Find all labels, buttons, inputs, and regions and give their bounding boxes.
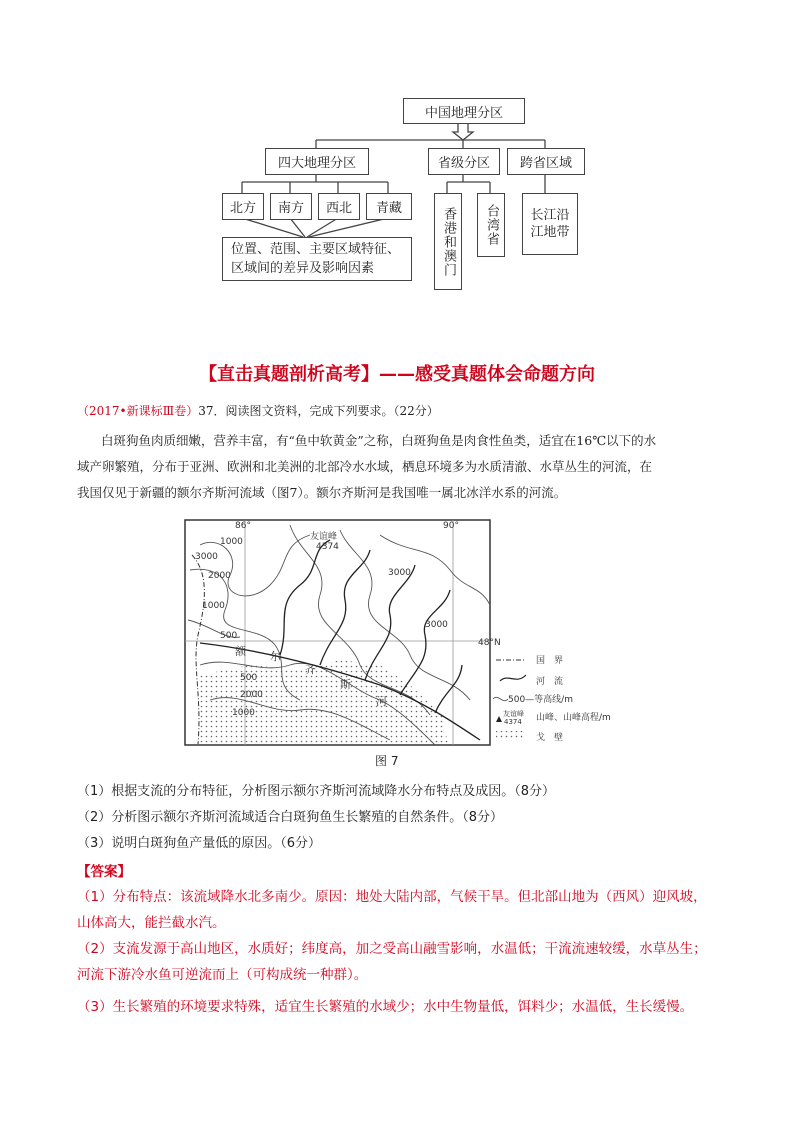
contour-label: 2000 [240,690,263,700]
diagram-root-box: 中国地理分区 [403,98,525,124]
yangtze-belt-label: 长江沿江地带 [530,208,570,240]
section-heading: 【直击真题剖析高考】——感受真题体会命题方向 [199,364,595,385]
answer-label: 【答案】 [77,864,131,880]
cross-province-box: 跨省区域 [507,148,585,175]
contour-label: 3000 [425,620,448,630]
river-char: 齐 [305,663,316,676]
taiwan-box [477,193,505,257]
contour-label: 500 [240,673,258,683]
question-item-1: （1）根据支流的分布特征，分析图示额尔齐斯河流域降水分布特点及成因。（8分） [77,784,556,799]
question-para-2: 域产卵繁殖，分布于亚洲、欧洲和北美洲的北部冷水水域，栖息环境多为水质清澈、水草丛生的河流，在 [77,459,653,474]
contour-label: 3000 [388,568,411,578]
contour-label: 500 [220,631,238,641]
river-char: 额 [235,645,246,658]
peak-name: 友谊峰 [310,532,338,542]
answer-line-3: （2）支流发源于高山地区，水质好；纬度高，加之受高山融雪影响，水温低；干流流速较缓，水草丛生； [77,941,707,957]
question-para-3: 我国仅见于新疆的额尔齐斯河流域（图7）。额尔齐斯河是我国唯一属北冰洋水系的河流。 [77,485,567,500]
question-header [77,402,439,419]
question-source: （2017•新课标Ⅲ卷） [77,404,199,418]
region-tibet-box: 青藏 [366,193,412,220]
legend-peak-height: 4374 [504,718,522,726]
question-item-2: （2）分析图示额尔齐斯河流域适合白斑狗鱼生长繁殖的自然条件。（8分） [77,810,504,825]
river-basin-map [180,515,630,750]
legend-river: 河 流 [536,677,564,687]
legend-gobi: 戈 壁 [536,733,564,743]
answer-line-4: 河流下游冷水鱼可逆流而上（可构成统一种群）。 [77,967,368,983]
contour-label: 3000 [195,552,218,562]
map-legend [493,655,611,743]
factors-box [222,237,412,281]
question-intro: 37．阅读图文资料，完成下列要求。（22分） [198,404,439,418]
region-south-box: 南方 [270,193,312,220]
question-para-1: 白斑狗鱼肉质细嫩，营养丰富，有“鱼中软黄金”之称，白斑狗鱼是肉食性鱼类，适宜在16℃以下的水 [101,433,657,448]
lat-label: 48°N [478,638,501,648]
legend-peak: 山峰、山峰高程/m [536,713,611,723]
legend-peak-name: 友谊峰 [503,710,524,718]
answer-line-1: （1）分布特点：该流域降水北多南少。原因：地处大陆内部，气候干旱。但北部山地为（西风）迎风坡， [77,889,707,905]
lon-label-90: 90° [443,521,459,531]
contour-label: 1000 [232,708,255,718]
contour-label: 1000 [220,537,243,547]
answer-line-5: （3）生长繁殖的环境要求特殊，适宜生长繁殖的水域少；水中生物量低，饵料少；水温低，生长缓慢。 [77,999,694,1015]
region-north-box: 北方 [222,193,264,220]
contour-label: 2000 [208,571,231,581]
taiwan-label: 台湾省 [484,204,499,246]
river-char: 斯 [340,678,351,691]
river-char: 河 [376,695,387,708]
hongkong-macao-label: 香港和澳门 [441,206,456,277]
region-northwest-box: 西北 [318,193,360,220]
figure-caption: 图 7 [375,754,399,768]
province-box: 省级分区 [428,148,500,175]
lon-label-86: 86° [235,521,251,531]
hongkong-macao-box [434,193,462,290]
answer-line-2: 山体高大，能拦截水汽。 [77,915,226,931]
question-item-3: （3）说明白斑狗鱼产量低的原因。（6分） [77,836,322,851]
contour-label: 1000 [202,601,225,611]
factors-line-1: 位置、范围、主要区域特征、 [231,242,401,257]
factors-line-2: 区域间的差异及影响因素 [231,261,375,276]
legend-contour: 500—等高线/m [508,695,573,705]
four-regions-box: 四大地理分区 [265,148,369,175]
yangtze-belt-box [522,193,578,255]
river-char: 尔 [270,650,281,663]
legend-border: 国 界 [536,656,564,666]
peak-height: 4374 [316,542,339,552]
